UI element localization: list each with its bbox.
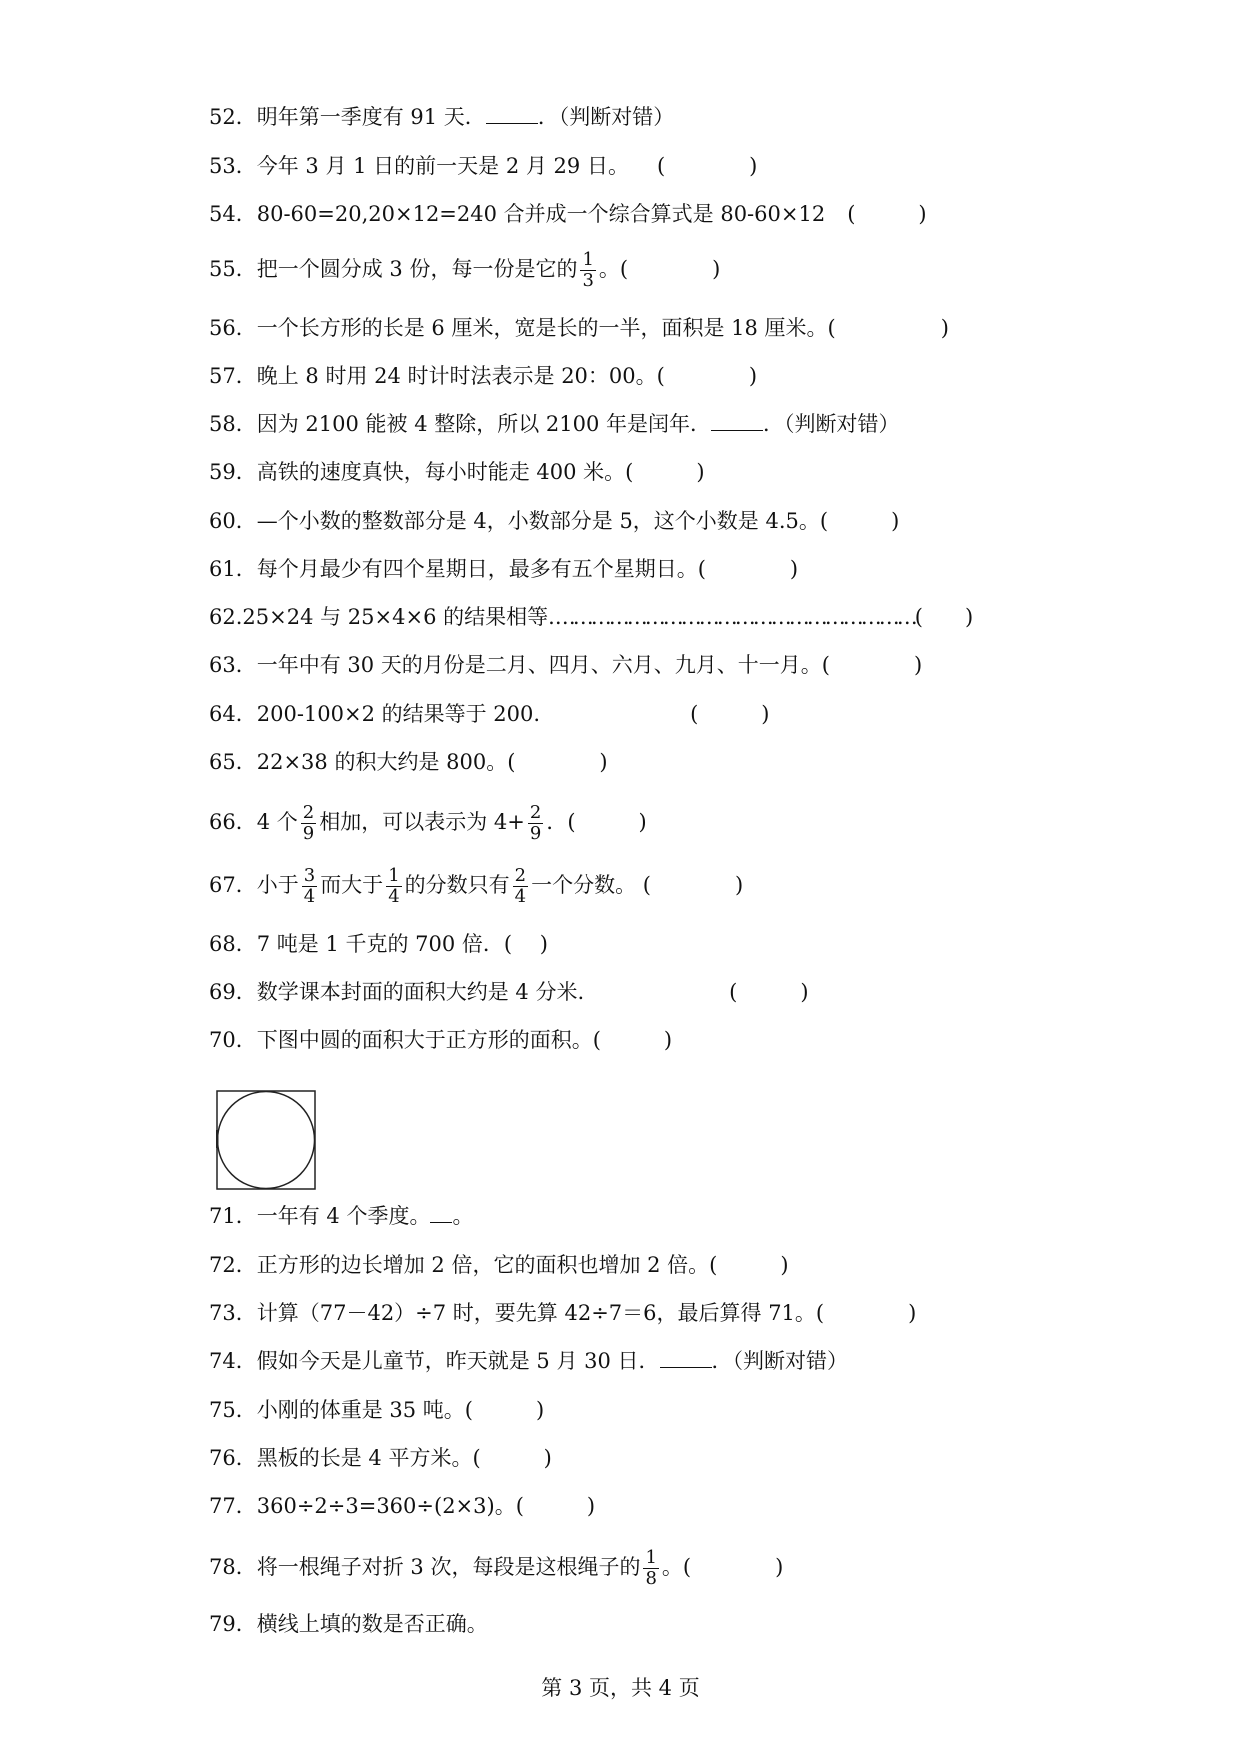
question-number: 60． xyxy=(209,509,257,533)
question-tail: ．（判断对错） xyxy=(537,105,675,129)
dot-leader: …………………………………………………… xyxy=(554,605,915,629)
question-text: 黑板的长是 4 平方米。( ) xyxy=(256,1446,552,1470)
question-text: 小于 xyxy=(256,873,299,897)
question-tail: 。 xyxy=(452,1204,474,1228)
question-number: 79． xyxy=(209,1612,257,1636)
answer-paren[interactable]: ( ) xyxy=(914,605,974,629)
question-number: 75． xyxy=(209,1398,257,1422)
question-76 xyxy=(209,1444,552,1472)
question-text: 今年 3 月 1 日的前一天是 2 月 29 日。 xyxy=(256,154,629,178)
question-64 xyxy=(209,700,769,728)
fraction-denominator: 4 xyxy=(303,886,316,907)
question-text: 一个长方形的长是 6 厘米，宽是长的一半，面积是 18 厘米。( ) xyxy=(256,316,949,340)
question-72 xyxy=(209,1251,789,1279)
question-number: 52． xyxy=(209,105,257,129)
fraction-numerator: 2 xyxy=(529,802,542,823)
question-73 xyxy=(209,1299,916,1327)
question-text: 数学课本封面的面积大约是 4 分米. xyxy=(256,980,585,1004)
circle-shape xyxy=(218,1092,315,1189)
question-text: 高铁的速度真快，每小时能走 400 米。( ) xyxy=(256,460,705,484)
question-text-middle: 而大于 xyxy=(320,873,384,897)
question-78 xyxy=(209,1548,783,1589)
fraction xyxy=(528,803,543,844)
fraction xyxy=(386,866,401,907)
question-65 xyxy=(209,748,608,776)
question-tail: ．（判断对错） xyxy=(763,412,900,436)
question-number: 70． xyxy=(209,1028,257,1052)
fraction-numerator: 1 xyxy=(582,249,594,270)
question-67 xyxy=(209,866,743,907)
fraction-denominator: 4 xyxy=(514,886,527,907)
question-number: 56． xyxy=(209,316,257,340)
question-text: 下图中圆的面积大于正方形的面积。( ) xyxy=(256,1028,673,1052)
question-68 xyxy=(209,930,548,958)
fraction xyxy=(513,866,528,907)
question-text: 将一根绳子对折 3 次，每段是这根绳子的 xyxy=(256,1555,641,1579)
question-text: 200-100×2 的结果等于 200. xyxy=(256,702,541,726)
circle-in-square-figure xyxy=(216,1090,316,1190)
question-text: 25×24 与 25×4×6 的结果相等. xyxy=(242,605,555,629)
question-text: 正方形的边长增加 2 倍，它的面积也增加 2 倍。( ) xyxy=(256,1253,789,1277)
question-59 xyxy=(209,458,705,486)
question-70 xyxy=(209,1026,672,1054)
question-number: 76． xyxy=(209,1446,257,1470)
answer-paren[interactable]: ( ) xyxy=(729,980,809,1004)
question-number: 63． xyxy=(209,653,257,677)
question-text: 7 吨是 1 千克的 700 倍．( ) xyxy=(256,932,548,956)
question-74 xyxy=(209,1347,848,1375)
question-58 xyxy=(209,410,900,438)
answer-paren[interactable]: ( ) xyxy=(690,702,770,726)
question-text: 80-60=20,20×12=240 合并成一个综合算式是 80-60×12 xyxy=(256,202,826,226)
page-footer: 第 3 页，共 4 页 xyxy=(541,1676,700,1700)
fraction-denominator: 9 xyxy=(529,823,542,844)
question-71 xyxy=(209,1202,473,1230)
question-number: 74． xyxy=(209,1349,257,1373)
question-number: 61． xyxy=(209,557,257,581)
fraction-denominator: 4 xyxy=(388,886,400,907)
fraction-numerator: 2 xyxy=(514,865,527,886)
question-tail: 。( ) xyxy=(661,1555,784,1579)
question-number: 68． xyxy=(209,932,257,956)
question-number: 54． xyxy=(209,202,257,226)
answer-paren[interactable]: ( ) xyxy=(656,154,758,178)
question-number: 62. xyxy=(209,605,243,629)
question-52 xyxy=(209,103,674,131)
question-57 xyxy=(209,362,757,390)
fraction-denominator: 3 xyxy=(582,270,594,291)
question-55 xyxy=(209,250,720,291)
fraction-numerator: 3 xyxy=(303,865,316,886)
fraction xyxy=(302,866,317,907)
question-text: 每个月最少有四个星期日，最多有五个星期日。( ) xyxy=(256,557,799,581)
question-text: 明年第一季度有 91 天． xyxy=(256,105,486,129)
question-number: 66． xyxy=(209,810,257,834)
question-number: 58． xyxy=(209,412,257,436)
question-53 xyxy=(209,152,757,180)
answer-blank[interactable] xyxy=(486,105,538,124)
answer-blank[interactable] xyxy=(430,1204,452,1223)
fraction-denominator: 8 xyxy=(645,1568,657,1589)
question-number: 72． xyxy=(209,1253,257,1277)
answer-blank[interactable] xyxy=(711,412,763,431)
question-number: 53． xyxy=(209,154,257,178)
question-number: 71． xyxy=(209,1204,257,1228)
question-text: 一年中有 30 天的月份是二月、四月、六月、九月、十一月。( ) xyxy=(256,653,923,677)
question-text: 小刚的体重是 35 吨。( ) xyxy=(256,1398,545,1422)
question-number: 73． xyxy=(209,1301,257,1325)
fraction xyxy=(580,250,595,291)
question-text: 计算（77－42）÷7 时，要先算 42÷7＝6，最后算得 71。( ) xyxy=(256,1301,917,1325)
question-text: 4 个 xyxy=(256,810,298,834)
question-75 xyxy=(209,1396,544,1424)
answer-paren[interactable]: ( ) xyxy=(847,202,927,226)
question-text: 晚上 8 时用 24 时计时法表示是 20：00。( ) xyxy=(256,364,758,388)
question-text-middle: 相加，可以表示为 4+ xyxy=(319,810,525,834)
fraction-numerator: 1 xyxy=(645,1547,657,1568)
question-number: 78． xyxy=(209,1555,257,1579)
fraction-numerator: 2 xyxy=(302,802,315,823)
fraction-numerator: 1 xyxy=(388,865,400,886)
question-number: 59． xyxy=(209,460,257,484)
question-66 xyxy=(209,803,647,844)
fraction xyxy=(301,803,316,844)
question-number: 64． xyxy=(209,702,257,726)
question-text: 因为 2100 能被 4 整除，所以 2100 年是闰年． xyxy=(256,412,712,436)
question-number: 65． xyxy=(209,750,257,774)
question-text: 22×38 的积大约是 800。( ) xyxy=(256,750,608,774)
question-tail: 。( ) xyxy=(598,257,721,281)
question-56 xyxy=(209,314,949,342)
question-text: 一年有 4 个季度。 xyxy=(256,1204,431,1228)
fraction xyxy=(643,1548,658,1589)
question-text-middle: 的分数只有 xyxy=(404,873,510,897)
question-text: 横线上填的数是否正确。 xyxy=(256,1612,488,1636)
question-text: —个小数的整数部分是 4，小数部分是 5，这个小数是 4.5。( ) xyxy=(256,509,900,533)
question-79 xyxy=(209,1610,488,1638)
question-60 xyxy=(209,507,899,535)
question-text: 360÷2÷3=360÷(2×3)。( ) xyxy=(256,1494,596,1518)
question-77 xyxy=(209,1492,595,1520)
question-61 xyxy=(209,555,798,583)
question-54 xyxy=(209,200,927,228)
question-69 xyxy=(209,978,809,1006)
question-text: 把一个圆分成 3 份，每一份是它的 xyxy=(256,257,578,281)
question-number: 77． xyxy=(209,1494,257,1518)
question-text: 假如今天是儿童节，昨天就是 5 月 30 日． xyxy=(256,1349,660,1373)
question-tail: 一个分数。 ( ) xyxy=(531,873,744,897)
fraction-denominator: 9 xyxy=(302,823,315,844)
question-tail: ．（判断对错） xyxy=(711,1349,849,1373)
question-number: 55． xyxy=(209,257,257,281)
question-tail: ．( ) xyxy=(546,810,647,834)
question-number: 69． xyxy=(209,980,257,1004)
question-number: 67． xyxy=(209,873,257,897)
answer-blank[interactable] xyxy=(660,1349,712,1368)
question-63 xyxy=(209,651,922,679)
question-number: 57． xyxy=(209,364,257,388)
question-62 xyxy=(209,603,973,631)
